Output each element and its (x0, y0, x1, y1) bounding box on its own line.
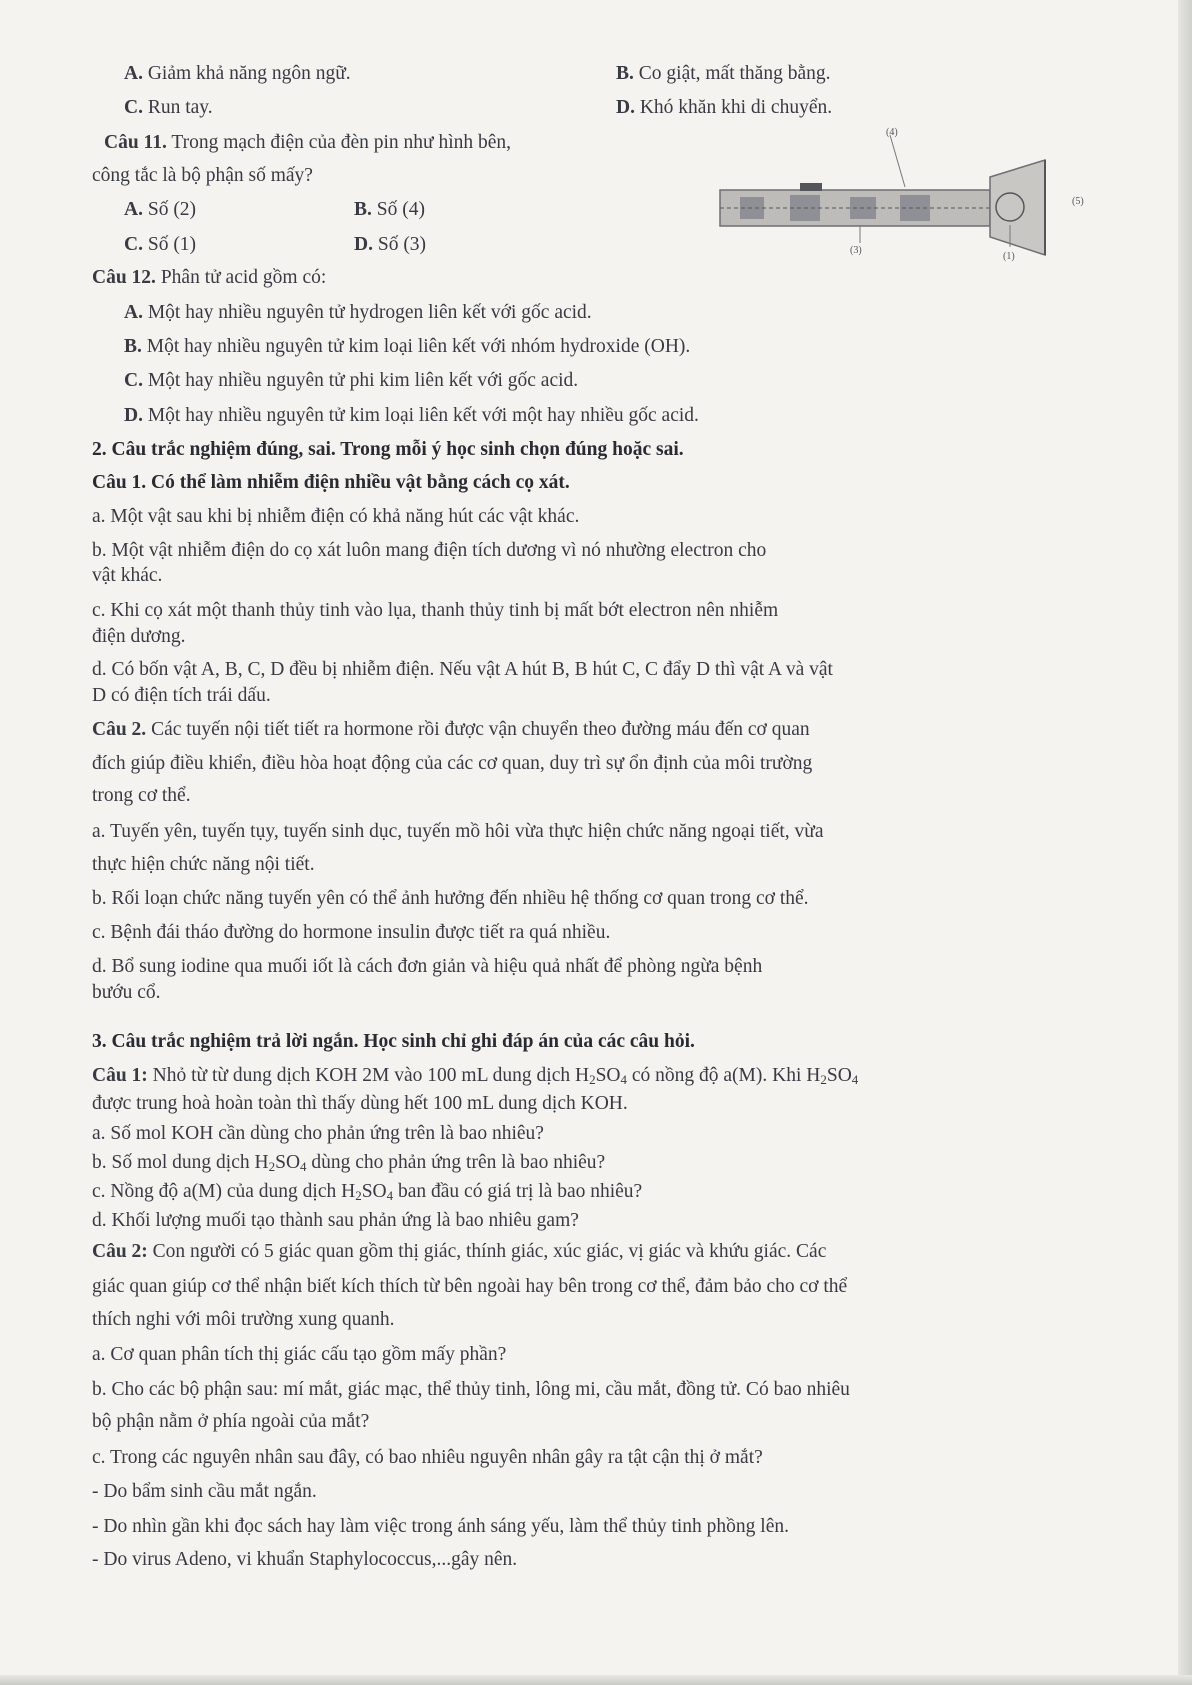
scan-edge-bottom (0, 1675, 1192, 1685)
s3-q2-stem-line-1 (92, 1240, 826, 1264)
option-label: D. (124, 405, 143, 426)
q10-option-d (616, 96, 832, 120)
q10-option-a (124, 62, 351, 86)
option-label: B. (124, 336, 142, 357)
s2-q2-c: c. Bệnh đái tháo đường do hormone insulin được tiết ra quá nhiều. (92, 922, 611, 943)
option-label: A. (124, 63, 143, 84)
s3-q2-cause-1: - Do bẩm sinh cầu mắt ngắn. (92, 1481, 317, 1502)
option-text: Số (4) (376, 199, 425, 220)
q12-option-b (124, 335, 690, 359)
q11-option-c (124, 233, 196, 257)
s2-q2-a-line-2: thực hiện chức năng nội tiết. (92, 854, 315, 875)
option-label: D. (354, 234, 373, 255)
s2-q1-c-line-1: c. Khi cọ xát một thanh thủy tinh vào lụa, thanh thủy tinh bị mất bớt electron nên nhiễm (92, 600, 779, 621)
q12-option-d (124, 404, 699, 428)
s3-q2-a: a. Cơ quan phân tích thị giác cấu tạo gồm mấy phần? (92, 1344, 507, 1365)
s3-q1-c (92, 1180, 642, 1204)
option-text: Số (2) (147, 199, 197, 220)
s3-q2-cause-3: - Do virus Adeno, vi khuẩn Staphylococcus,...gây nên. (92, 1549, 518, 1570)
s2-q2-d-line-1: d. Bổ sung iodine qua muối iốt là cách đơn giản và hiệu quả nhất để phòng ngừa bệnh (92, 956, 763, 977)
option-text: Một hay nhiều nguyên tử kim loại liên kết với một hay nhiều gốc acid. (147, 405, 699, 426)
s3-q1-stem-line-2: được trung hoà hoàn toàn thì thấy dùng hết 100 mL dung dịch KOH. (92, 1093, 628, 1114)
s3-q2-stem-line-2: giác quan giúp cơ thể nhận biết kích thích từ bên ngoài hay bên trong cơ thể, đảm bảo cho cơ thể (92, 1276, 848, 1297)
s3-q2-cause-2: - Do nhìn gần khi đọc sách hay làm việc trong ánh sáng yếu, làm thể thủy tinh phồng lên. (92, 1516, 789, 1537)
question-text: Phân tử acid gồm có: (160, 267, 327, 288)
s3-q2-stem-line-3: thích nghi với môi trường xung quanh. (92, 1309, 395, 1330)
item-text: SO (361, 1181, 387, 1202)
subscript: 4 (300, 1159, 307, 1174)
option-text: Một hay nhiều nguyên tử phi kim liên kết với gốc acid. (147, 370, 579, 391)
q11-option-d (354, 233, 426, 257)
option-text: Một hay nhiều nguyên tử hydrogen liên kết với gốc acid. (147, 302, 592, 323)
q12-option-c (124, 369, 578, 393)
s2-q1-title: Câu 1. Có thể làm nhiễm điện nhiều vật bằng cách cọ xát. (92, 472, 570, 493)
option-label: A. (124, 302, 143, 323)
subscript: 4 (386, 1188, 394, 1203)
s2-q1-a: a. Một vật sau khi bị nhiễm điện có khả năng hút các vật khác. (92, 506, 580, 527)
s2-q2-b: b. Rối loạn chức năng tuyến yên có thể ảnh hưởng đến nhiều hệ thống cơ quan trong cơ thể. (92, 888, 809, 909)
item-text: SO (275, 1152, 301, 1173)
figure-label-4: (4) (886, 127, 898, 138)
s2-q2-stem-line-1 (92, 718, 810, 742)
item-text: dùng cho phản ứng trên là bao nhiêu? (306, 1152, 606, 1173)
reflector-head (990, 160, 1045, 255)
item-text: c. Nồng độ a(M) của dung dịch H (92, 1181, 356, 1202)
question-text: Con người có 5 giác quan gồm thị giác, thính giác, xúc giác, vị giác và khứu giác. Các (152, 1241, 827, 1262)
option-label: C. (124, 234, 143, 255)
q10-option-c (124, 96, 213, 120)
s3-q2-b-line-1: b. Cho các bộ phận sau: mí mắt, giác mạc, thể thủy tinh, lông mi, cầu mắt, đồng tử. Có bao nhiêu (92, 1379, 850, 1400)
subscript: 2 (589, 1072, 596, 1087)
question-text: Trong mạch điện của đèn pin như hình bên, (171, 132, 512, 153)
question-label: Câu 12. (92, 267, 156, 288)
s3-q2-b-line-2: bộ phận nằm ở phía ngoài của mắt? (92, 1411, 370, 1432)
question-text: SO (595, 1065, 621, 1086)
question-text: Nhỏ từ từ dung dịch KOH 2M vào 100 mL dung dịch H (152, 1065, 590, 1086)
option-text: Khó khăn khi di chuyển. (639, 97, 833, 118)
item-text: b. Số mol dung dịch H (92, 1152, 269, 1173)
q11-option-a (124, 198, 196, 222)
s2-q1-b-line-1: b. Một vật nhiễm điện do cọ xát luôn mang điện tích dương vì nó nhường electron cho (92, 540, 767, 561)
option-label: B. (616, 63, 634, 84)
s3-q1-b (92, 1151, 605, 1175)
scan-edge-right (1178, 0, 1192, 1685)
option-label: C. (124, 97, 143, 118)
s3-q1-a: a. Số mol KOH cần dùng cho phản ứng trên là bao nhiêu? (92, 1123, 544, 1144)
subscript: 2 (268, 1159, 276, 1174)
pointer-line (890, 135, 905, 187)
section-3-title: 3. Câu trắc nghiệm trả lời ngắn. Học sinh chỉ ghi đáp án của các câu hỏi. (92, 1031, 695, 1052)
question-text: có nồng độ a(M). Khi H (627, 1065, 821, 1086)
s2-q2-stem-line-2: đích giúp điều khiển, điều hòa hoạt động của các cơ quan, duy trì sự ổn định của môi trường (92, 753, 813, 774)
question-label: Câu 2. (92, 719, 147, 740)
s3-q2-c: c. Trong các nguyên nhân sau đây, có bao nhiêu nguyên nhân gây ra tật cận thị ở mắt? (92, 1447, 763, 1468)
s2-q1-c-line-2: điện dương. (92, 626, 186, 647)
question-text: Các tuyến nội tiết tiết ra hormone rồi được vận chuyển theo đường máu đến cơ quan (151, 719, 810, 740)
subscript: 2 (355, 1188, 362, 1203)
option-text: Giảm khả năng ngôn ngữ. (147, 63, 351, 84)
q11-option-b (354, 198, 425, 222)
subscript: 4 (851, 1072, 859, 1087)
figure-label-5: (5) (1072, 196, 1084, 207)
option-text: Số (3) (377, 234, 427, 255)
section-2-title: 2. Câu trắc nghiệm đúng, sai. Trong mỗi ý học sinh chọn đúng hoặc sai. (92, 439, 684, 460)
q10-option-b (616, 62, 830, 86)
s2-q1-d-line-1: d. Có bốn vật A, B, C, D đều bị nhiễm điện. Nếu vật A hút B, B hút C, C đẩy D thì vật A và vật (92, 659, 833, 680)
q12-stem (92, 266, 326, 290)
option-text: Số (1) (147, 234, 197, 255)
q12-option-a (124, 301, 592, 325)
option-label: A. (124, 199, 143, 220)
s2-q1-d-line-2: D có điện tích trái dấu. (92, 685, 271, 706)
subscript: 2 (820, 1072, 827, 1087)
option-label: C. (124, 370, 143, 391)
s3-q1-d: d. Khối lượng muối tạo thành sau phản ứng là bao nhiêu gam? (92, 1210, 579, 1231)
s2-q2-d-line-2: bướu cổ. (92, 982, 161, 1003)
option-text: Co giật, mất thăng bằng. (638, 63, 831, 84)
question-label: Câu 11. (104, 132, 167, 153)
figure-label-1: (1) (1003, 251, 1015, 262)
flashlight-circuit-figure (700, 125, 1100, 285)
option-label: B. (354, 199, 372, 220)
figure-label-3: (3) (850, 245, 862, 256)
option-text: Một hay nhiều nguyên tử kim loại liên kết với nhóm hydroxide (OH). (146, 336, 691, 357)
s3-q1-stem-line-1 (92, 1064, 858, 1088)
subscript: 4 (620, 1072, 627, 1087)
s2-q2-a-line-1: a. Tuyến yên, tuyến tụy, tuyến sinh dục, tuyến mồ hôi vừa thực hiện chức năng ngoại tiết, vừa (92, 821, 824, 842)
q11-stem-line-1 (104, 131, 511, 155)
s2-q1-b-line-2: vật khác. (92, 565, 163, 586)
q11-stem-line-2: công tắc là bộ phận số mấy? (92, 165, 313, 186)
question-text: SO (826, 1065, 852, 1086)
switch-icon (800, 183, 822, 191)
option-text: Run tay. (147, 97, 213, 118)
s2-q2-stem-line-3: trong cơ thể. (92, 785, 191, 806)
question-label: Câu 1: (92, 1065, 148, 1086)
question-label: Câu 2: (92, 1241, 148, 1262)
item-text: ban đầu có giá trị là bao nhiêu? (393, 1181, 643, 1202)
option-label: D. (616, 97, 635, 118)
